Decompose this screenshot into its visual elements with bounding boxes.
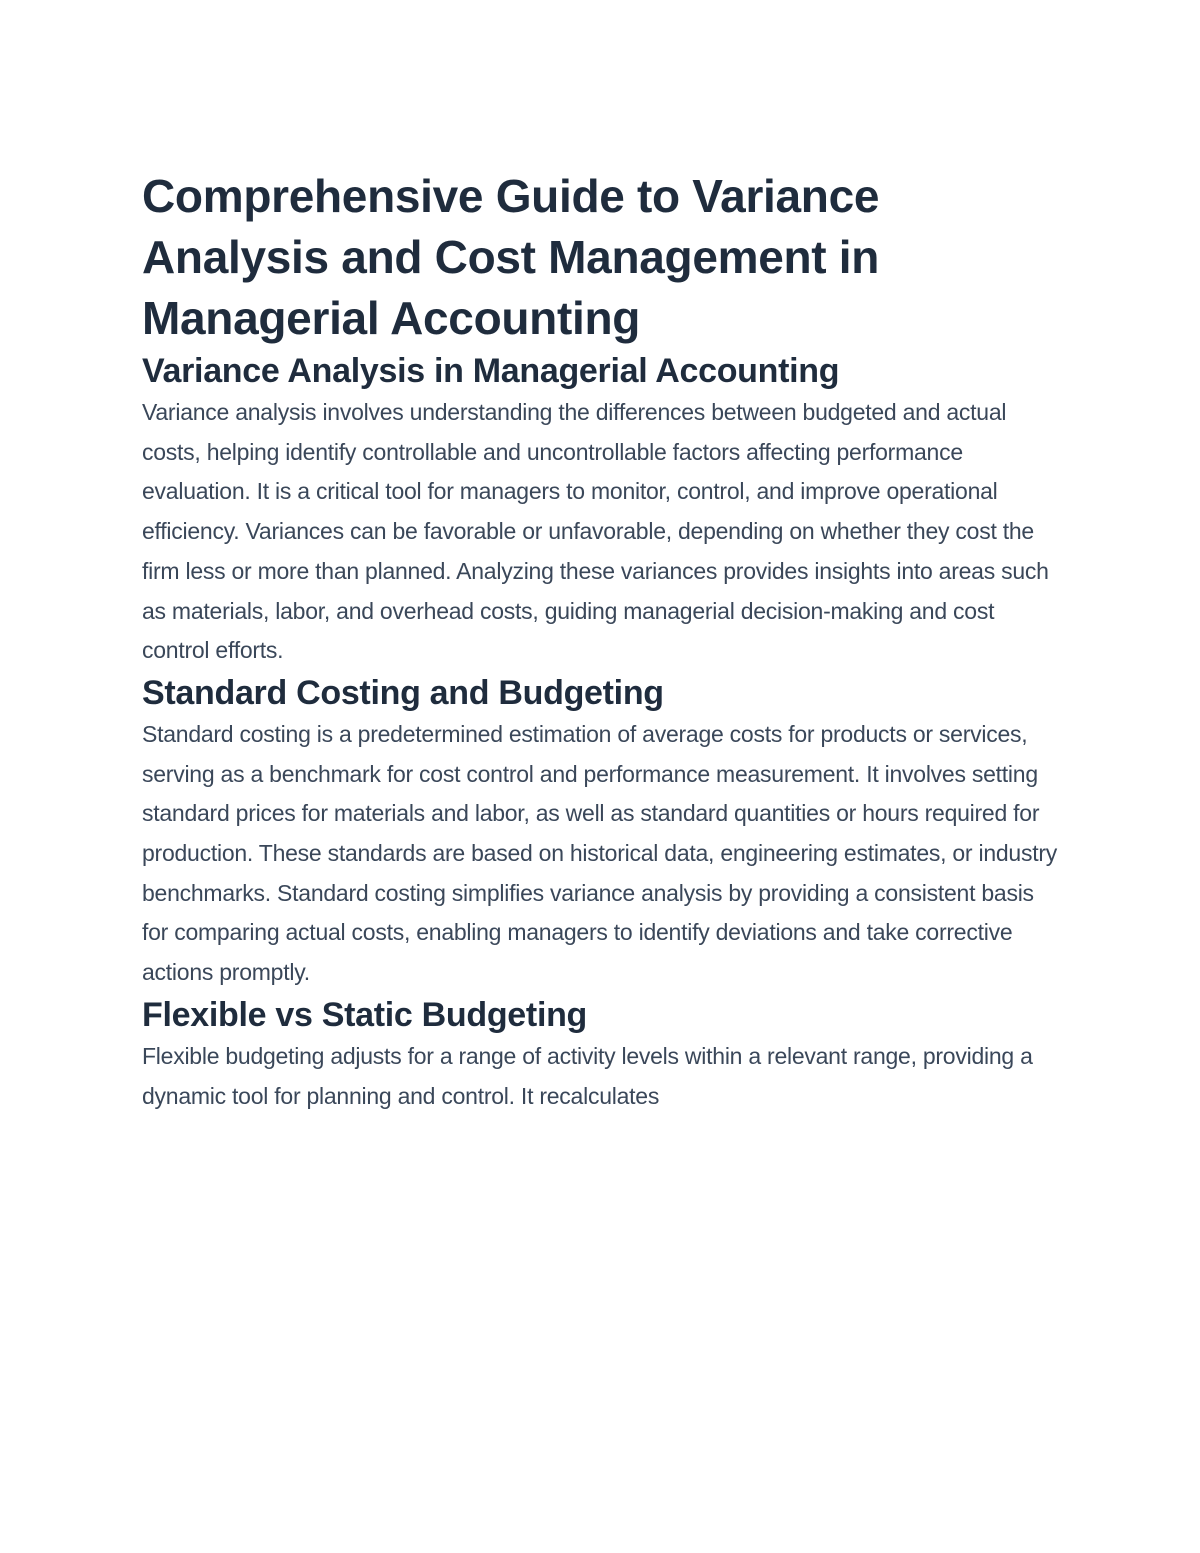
section-body-flexible-vs-static: Flexible budgeting adjusts for a range of activity levels within a relevant range, providing a dynamic tool for planning and control. It recalculates	[142, 1042, 1033, 1109]
section-body-standard-costing: Standard costing is a predetermined estimation of average costs for products or services, serving as a benchmark for cost control and performance measurement. It involves setting standard prices for materials and labor, as well as standard quantities or hours required for production. These standards are based on historical data, engineering estimates, or industry benchmarks. Standard costing simplifies variance analysis by providing a consistent basis for comparing actual costs, enabling managers to identify deviations and take corrective actions promptly.	[142, 720, 1058, 986]
section-heading-variance-analysis: Variance Analysis in Managerial Accounting	[142, 352, 840, 390]
section-body-variance-analysis: Variance analysis involves understanding the differences between budgeted and actual costs, helping identify controllable and uncontrollable factors affecting performance evaluation. It is a critical tool for managers to monitor, control, and improve operational efficiency. Variances can be favorable or unfavorable, depending on whether they cost the firm less or more than planned. Analyzing these variances provides insights into areas such as materials, labor, and overhead costs, guiding managerial decision-making and cost control efforts.	[142, 399, 1049, 664]
document-title: Comprehensive Guide to Variance Analysis and Cost Management in Managerial Accounting	[142, 170, 880, 344]
section-heading-flexible-vs-static: Flexible vs Static Budgeting	[142, 995, 588, 1034]
document-content	[142, 166, 1062, 1116]
section-heading-standard-costing: Standard Costing and Budgeting	[142, 673, 664, 712]
